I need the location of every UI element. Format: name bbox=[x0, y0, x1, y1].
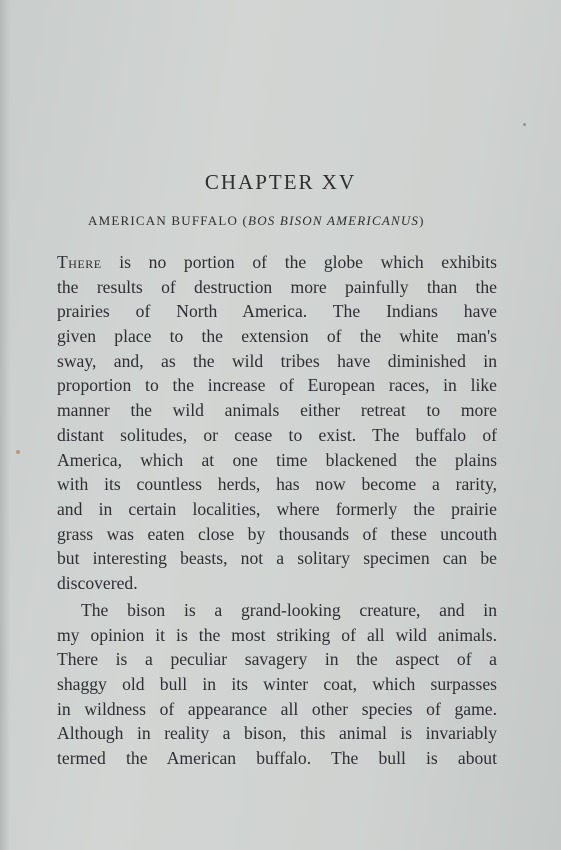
paragraph-2 bbox=[57, 598, 497, 771]
paper-speck bbox=[16, 450, 20, 454]
text-line: proportion to the increase of European races, in like bbox=[57, 375, 497, 396]
text-line: prairies of North America. The Indians have bbox=[57, 301, 497, 322]
text-line: shaggy old bull in its winter coat, which surpasses bbox=[57, 674, 497, 695]
chapter-subtitle bbox=[88, 213, 478, 229]
text-line: and in certain localities, where formerly the prairie bbox=[57, 498, 497, 519]
opening-word: There bbox=[57, 252, 102, 272]
text-line: discovered. bbox=[57, 572, 138, 593]
text-line: There is no portion of the globe which exhibits bbox=[57, 252, 497, 272]
text-line: The bison is a grand-looking creature, and in bbox=[81, 600, 497, 620]
text-line: distant solitudes, or cease to exist. The buffalo of bbox=[57, 424, 497, 445]
text-line: manner the wild animals either retreat to more bbox=[57, 400, 497, 421]
text-line: America, which at one time blackened the plains bbox=[57, 449, 497, 470]
text-line: Although in reality a bison, this animal is invariably bbox=[57, 723, 497, 744]
text-line: the results of destruction more painfully than the bbox=[57, 276, 497, 297]
text-line: grass was eaten close by thousands of these uncouth bbox=[57, 523, 497, 544]
text-line: sway, and, as the wild tribes have diminished in bbox=[57, 350, 497, 371]
text-line: termed the American buffalo. The bull is about bbox=[57, 748, 497, 769]
page-edge-shadow bbox=[0, 0, 10, 850]
chapter-heading: CHAPTER XV bbox=[204, 170, 357, 194]
text-line: my opinion it is the most striking of all wild animals. bbox=[57, 624, 497, 645]
text-line: given place to the extension of the white man's bbox=[57, 326, 497, 347]
subtitle-latin-name: BOS BISON AMERICANUS bbox=[248, 213, 420, 228]
text-line: but interesting beasts, not a solitary specimen can be bbox=[57, 548, 497, 569]
subtitle-suffix: ) bbox=[419, 213, 425, 228]
paper-speck bbox=[523, 123, 526, 126]
text-line: in wildness of appearance all other species of game. bbox=[57, 698, 497, 719]
paragraph-1 bbox=[57, 250, 497, 596]
text-line: with its countless herds, has now become a rarity, bbox=[57, 474, 497, 495]
text-line: There is a peculiar savagery in the aspect of a bbox=[57, 649, 497, 670]
subtitle-prefix: AMERICAN BUFFALO ( bbox=[88, 213, 249, 228]
